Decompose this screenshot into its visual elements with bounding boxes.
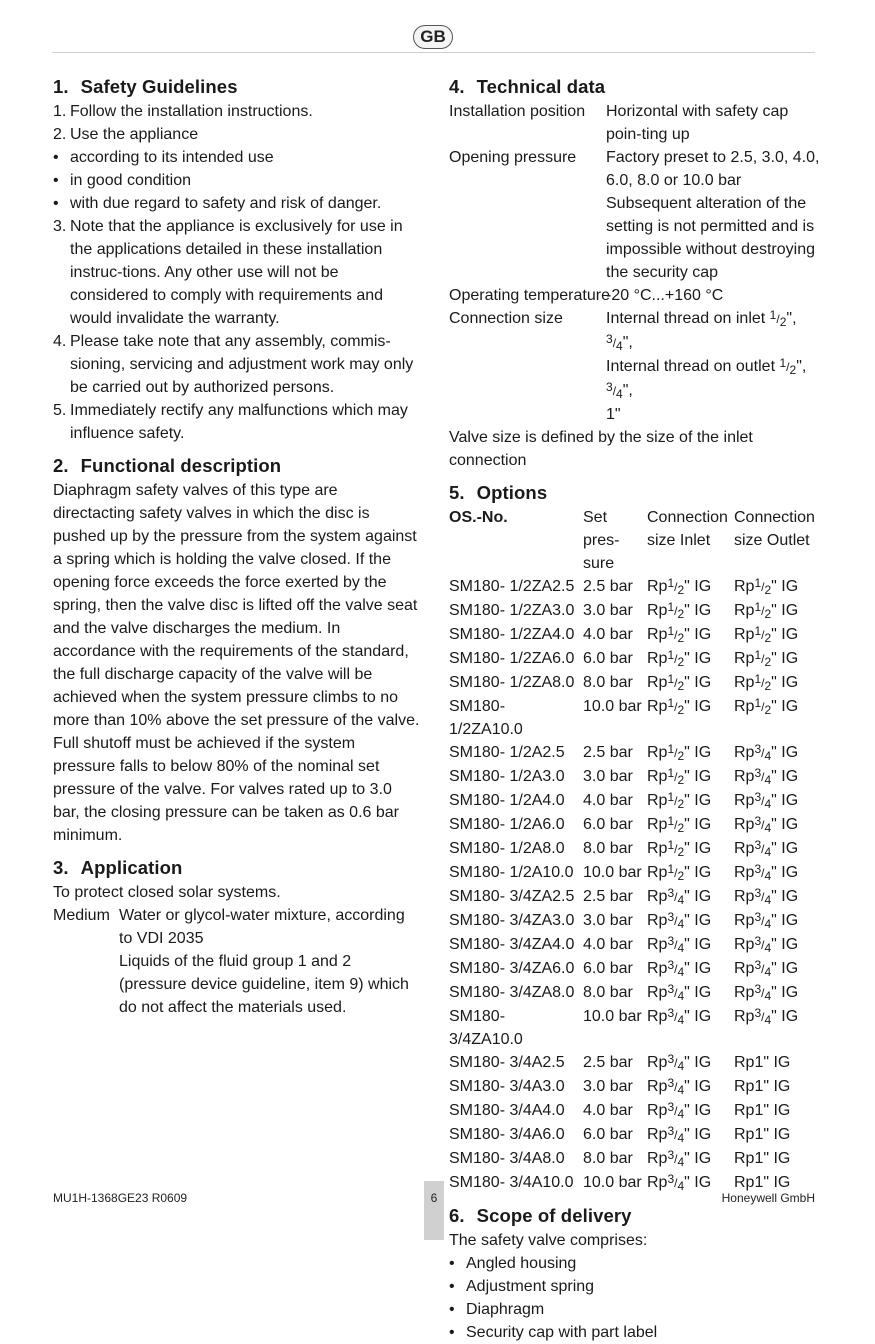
scope-intro: The safety valve comprises: <box>449 1232 648 1249</box>
outlet-size-cell: Rp1" IG <box>734 1150 791 1167</box>
table-row <box>449 741 824 765</box>
section-heading: 2. Functional description <box>53 455 282 476</box>
os-number-cell: SM180- 1/2A6.0 <box>449 816 565 833</box>
table-row <box>449 957 824 981</box>
medium-row <box>53 904 421 1019</box>
inlet-size-cell: Rp3/4" IG <box>647 1006 712 1027</box>
outlet-size-cell: Rp1/2" IG <box>734 624 799 645</box>
os-number-cell: SM180- 1/2ZA6.0 <box>449 650 575 667</box>
set-pressure-cell: 3.0 bar <box>583 602 633 619</box>
section-heading: 4. Technical data <box>449 76 606 97</box>
tech-row: Installation position Horizontal with safety cap poin-ting up <box>449 103 789 143</box>
set-pressure-cell: 6.0 bar <box>583 960 633 977</box>
table-row <box>449 981 824 1005</box>
section-heading: 6. Scope of delivery <box>449 1205 632 1226</box>
table-row <box>449 647 824 671</box>
os-number-cell: SM180- 3/4ZA6.0 <box>449 960 575 977</box>
os-number-cell: SM180- 3/4ZA4.0 <box>449 936 575 953</box>
list-item: 3. Note that the appliance is exclusively for use in the applications detailed in these installation instruc-tions. Any other use will not be considered to comply with requirements and would invalidate the warranty. <box>53 218 403 327</box>
table-row <box>449 837 824 861</box>
table-row <box>449 885 824 909</box>
inlet-size-cell: Rp3/4" IG <box>647 1052 712 1073</box>
os-number-cell: SM180- 1/2A4.0 <box>449 792 565 809</box>
outlet-size-cell: Rp1" IG <box>734 1078 791 1095</box>
inlet-size-cell: Rp1/2" IG <box>647 672 712 693</box>
set-pressure-cell: 4.0 bar <box>583 792 633 809</box>
outlet-size-cell: Rp3/4" IG <box>734 886 799 907</box>
os-number-cell: SM180- 1/2ZA8.0 <box>449 674 575 691</box>
list-item: • with due regard to safety and risk of danger. <box>53 195 382 212</box>
os-number-cell: SM180- 3/4ZA3.0 <box>449 912 575 929</box>
header-rule <box>52 52 815 53</box>
inlet-size-cell: Rp3/4" IG <box>647 934 712 955</box>
outlet-size-cell: Rp3/4" IG <box>734 934 799 955</box>
inlet-size-cell: Rp1/2" IG <box>647 838 712 859</box>
inlet-size-cell: Rp3/4" IG <box>647 910 712 931</box>
table-row <box>449 861 824 885</box>
tech-note: Valve size is defined by the size of the inlet connection <box>449 429 753 469</box>
list-item: • Angled housing <box>449 1255 577 1272</box>
set-pressure-cell: 10.0 bar <box>583 864 642 881</box>
tech-row: Operating temperature -20 °C...+160 °C <box>449 287 724 304</box>
set-pressure-cell: 4.0 bar <box>583 936 633 953</box>
table-row <box>449 813 824 837</box>
doc-number: MU1H-1368GE23 R0609 <box>53 1191 188 1205</box>
medium-label: Medium <box>53 907 110 924</box>
os-number-cell: SM180- 3/4A2.5 <box>449 1054 565 1071</box>
set-pressure-cell: 4.0 bar <box>583 1102 633 1119</box>
os-number-cell: SM180- 1/2ZA4.0 <box>449 626 575 643</box>
os-number-cell: SM180- 3/4A10.0 <box>449 1174 574 1191</box>
table-row <box>449 1005 824 1051</box>
os-number-cell: SM180- 3/4A4.0 <box>449 1102 565 1119</box>
os-number-cell: SM180- 1/2ZA10.0 <box>449 698 523 738</box>
table-row <box>449 1099 824 1123</box>
outlet-size-cell: Rp3/4" IG <box>734 862 799 883</box>
medium-text-2: Liquids of the fluid group 1 and 2 (pressure device guideline, item 9) which do not affect the materials used. <box>119 953 409 1016</box>
inlet-size-cell: Rp3/4" IG <box>647 886 712 907</box>
inlet-size-cell: Rp1/2" IG <box>647 600 712 621</box>
options-table <box>449 506 824 1195</box>
table-row <box>449 1147 824 1171</box>
inlet-size-cell: Rp3/4" IG <box>647 958 712 979</box>
set-pressure-cell: 6.0 bar <box>583 650 633 667</box>
medium-text-1: Water or glycol-water mixture, according to VDI 2035 <box>119 907 405 947</box>
list-item: 2. Use the appliance <box>53 126 199 143</box>
table-row <box>449 1051 824 1075</box>
inlet-size-cell: Rp3/4" IG <box>647 982 712 1003</box>
scope-list <box>449 1252 827 1344</box>
os-number-cell: SM180- 1/2A8.0 <box>449 840 565 857</box>
os-number-cell: SM180- 3/4ZA8.0 <box>449 984 575 1001</box>
inlet-size-cell: Rp1/2" IG <box>647 624 712 645</box>
outlet-size-cell: Rp1/2" IG <box>734 600 799 621</box>
inlet-size-cell: Rp1/2" IG <box>647 790 712 811</box>
safety-section <box>53 74 421 445</box>
outlet-size-cell: Rp3/4" IG <box>734 838 799 859</box>
outlet-size-cell: Rp3/4" IG <box>734 958 799 979</box>
set-pressure-cell: 4.0 bar <box>583 626 633 643</box>
section-heading: 5. Options <box>449 482 548 503</box>
table-row <box>449 599 824 623</box>
list-item: • according to its intended use <box>53 149 274 166</box>
table-row <box>449 765 824 789</box>
outlet-size-cell: Rp1/2" IG <box>734 672 799 693</box>
list-item: 5. Immediately rectify any malfunctions which may influence safety. <box>53 402 408 442</box>
application-intro: To protect closed solar systems. <box>53 884 281 901</box>
set-pressure-cell: 10.0 bar <box>583 1174 642 1191</box>
inlet-size-cell: Rp3/4" IG <box>647 1076 712 1097</box>
language-badge: GB <box>413 25 453 49</box>
list-item: • in good condition <box>53 172 191 189</box>
outlet-size-cell: Rp3/4" IG <box>734 910 799 931</box>
tech-row: Connection size Internal thread on inlet 1/2", 3/4", Internal thread on outlet 1/2", 3/4", 1" <box>449 308 807 423</box>
set-pressure-cell: 2.5 bar <box>583 578 633 595</box>
inlet-size-cell: Rp1/2" IG <box>647 862 712 883</box>
os-number-cell: SM180- 1/2A2.5 <box>449 744 565 761</box>
os-number-cell: SM180- 3/4ZA2.5 <box>449 888 575 905</box>
os-number-cell: SM180- 1/2ZA2.5 <box>449 578 575 595</box>
list-item: • Diaphragm <box>449 1301 545 1318</box>
set-pressure-cell: 6.0 bar <box>583 1126 633 1143</box>
outlet-size-cell: Rp1" IG <box>734 1174 791 1191</box>
inlet-size-cell: Rp3/4" IG <box>647 1124 712 1145</box>
outlet-size-cell: Rp3/4" IG <box>734 1006 799 1027</box>
set-pressure-cell: 3.0 bar <box>583 1078 633 1095</box>
outlet-size-cell: Rp1/2" IG <box>734 648 799 669</box>
os-number-cell: SM180- 1/2A10.0 <box>449 864 574 881</box>
functional-section <box>53 453 421 847</box>
os-number-cell: SM180- 3/4ZA10.0 <box>449 1008 523 1048</box>
outlet-size-cell: Rp1" IG <box>734 1102 791 1119</box>
set-pressure-cell: 10.0 bar <box>583 1008 642 1025</box>
left-column <box>53 74 421 1019</box>
inlet-size-cell: Rp1/2" IG <box>647 742 712 763</box>
set-pressure-cell: 8.0 bar <box>583 674 633 691</box>
table-row <box>449 671 824 695</box>
table-row <box>449 933 824 957</box>
list-item: 4. Please take note that any assembly, commis-sioning, servicing and adjustment work may only be carried out by authorized persons. <box>53 333 414 396</box>
os-number-cell: SM180- 1/2A3.0 <box>449 768 565 785</box>
list-item: • Adjustment spring <box>449 1278 595 1295</box>
outlet-size-cell: Rp1/2" IG <box>734 576 799 597</box>
page-number: 6 <box>424 1181 444 1240</box>
inlet-size-cell: Rp1/2" IG <box>647 814 712 835</box>
outlet-size-cell: Rp3/4" IG <box>734 742 799 763</box>
table-row <box>449 623 824 647</box>
inlet-size-cell: Rp1/2" IG <box>647 696 712 717</box>
company-name: Honeywell GmbH <box>721 1191 815 1205</box>
table-row <box>449 1075 824 1099</box>
inlet-size-cell: Rp1/2" IG <box>647 576 712 597</box>
inlet-size-cell: Rp3/4" IG <box>647 1172 712 1193</box>
set-pressure-cell: 2.5 bar <box>583 888 633 905</box>
outlet-size-cell: Rp3/4" IG <box>734 982 799 1003</box>
inlet-size-cell: Rp3/4" IG <box>647 1148 712 1169</box>
set-pressure-cell: 10.0 bar <box>583 698 642 715</box>
table-row <box>449 575 824 599</box>
outlet-size-cell: Rp1/2" IG <box>734 696 799 717</box>
application-section <box>53 855 421 1019</box>
section-heading: 1. Safety Guidelines <box>53 76 238 97</box>
right-column <box>449 74 827 1344</box>
inlet-size-cell: Rp1/2" IG <box>647 766 712 787</box>
os-number-cell: SM180- 3/4A3.0 <box>449 1078 565 1095</box>
inlet-size-cell: Rp1/2" IG <box>647 648 712 669</box>
table-row <box>449 789 824 813</box>
safety-list <box>53 100 421 445</box>
set-pressure-cell: 3.0 bar <box>583 912 633 929</box>
options-table-body <box>449 575 824 1195</box>
os-number-cell: SM180- 3/4A6.0 <box>449 1126 565 1143</box>
inlet-size-cell: Rp3/4" IG <box>647 1100 712 1121</box>
section-heading: 3. Application <box>53 857 183 878</box>
outlet-size-cell: Rp3/4" IG <box>734 790 799 811</box>
technical-section <box>449 74 827 472</box>
outlet-size-cell: Rp3/4" IG <box>734 814 799 835</box>
table-row <box>449 1123 824 1147</box>
outlet-size-cell: Rp1" IG <box>734 1126 791 1143</box>
set-pressure-cell: 8.0 bar <box>583 984 633 1001</box>
table-row <box>449 695 824 741</box>
set-pressure-cell: 3.0 bar <box>583 768 633 785</box>
os-number-cell: SM180- 1/2ZA3.0 <box>449 602 575 619</box>
outlet-size-cell: Rp3/4" IG <box>734 766 799 787</box>
set-pressure-cell: 8.0 bar <box>583 840 633 857</box>
set-pressure-cell: 2.5 bar <box>583 744 633 761</box>
outlet-size-cell: Rp1" IG <box>734 1054 791 1071</box>
table-row <box>449 909 824 933</box>
table-header-row: OS.-No. Set pres-sure Connection size Inlet Connection size Outlet <box>449 509 815 572</box>
os-number-cell: SM180- 3/4A8.0 <box>449 1150 565 1167</box>
set-pressure-cell: 2.5 bar <box>583 1054 633 1071</box>
options-section <box>449 480 827 1195</box>
tech-row: Opening pressure Factory preset to 2.5, 3.0, 4.0, 6.0, 8.0 or 10.0 bar Subsequent alteration of the setting is not permitted and is impossible without destroying the security cap <box>449 149 820 281</box>
set-pressure-cell: 8.0 bar <box>583 1150 633 1167</box>
functional-text: Diaphragm safety valves of this type are directacting safety valves in which the disc is pushed up by the pressure from the system against a spring which is holding the valve closed. If the opening force exceeds the force exerted by the spring, then the valve disc is lifted off the valve seat and the valve discharges the medium. In accordance with the requirements of the standard, the full discharge capacity of the valve will be achieved when the system pressure climbs to no more than 10% above the set pressure of the valve. Full shutoff must be achieved if the system pressure falls to below 80% of the nominal set pressure of the valve. For valves rated up to 3.0 bar, the closing pressure can be taken as 0.6 bar minimum. <box>53 482 420 844</box>
scope-section <box>449 1203 827 1344</box>
list-item: • Security cap with part label <box>449 1324 658 1341</box>
set-pressure-cell: 6.0 bar <box>583 816 633 833</box>
list-item: 1. Follow the installation instructions. <box>53 103 313 120</box>
